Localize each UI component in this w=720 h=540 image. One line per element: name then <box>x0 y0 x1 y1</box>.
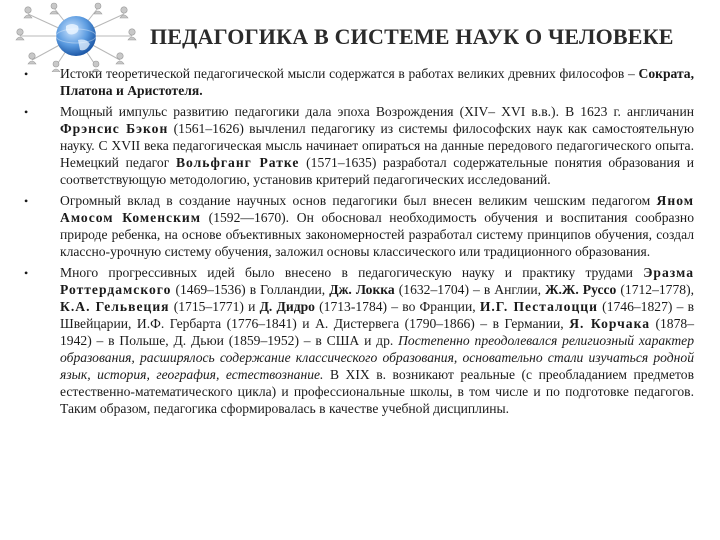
text-run: (1561–1626) вычленил педагогику из системы философских наук как самостоятельную науку. С XVII века педагогическая мысль начинает опираться на данные передового педагогического опыта. Немецкий педагог <box>60 121 694 171</box>
emphasis-text: Я. Корчака <box>569 316 650 332</box>
text-run: (1632–1704) – в Англии, <box>394 282 546 298</box>
bullet-marker: • <box>24 194 29 209</box>
bullet-text <box>60 193 694 259</box>
emphasis-text: Яном Амосом Коменским <box>60 193 694 226</box>
text-run: (1746–1827) – в Швейцарии, И.Ф. Гербарта (1776–1841) и А. Дистервега (1790–1866) – в Германии, <box>60 299 694 332</box>
text-run: (1592—1670). Он обосновал необходимость обучения и воспитания сообразно природе ребенка, на основе объективных закономерностей разработал систему принципов обучения, создал классно-урочную систему обучения, заложил основы классического или традиционного образования. <box>60 210 694 260</box>
text-run: (1712–1778), <box>616 282 694 298</box>
bullet-list <box>18 66 694 422</box>
text-run: (1713-1784) – во Франции, <box>314 299 480 315</box>
emphasis-text: Вольфганг Ратке <box>175 155 300 171</box>
text-run: (1878–1942) – в Польше, Д. Дьюи (1859–1952) – в США и др. <box>60 316 694 349</box>
text-run: Много прогрессивных идей было внесено в педагогическую науку и практику трудами <box>60 265 644 281</box>
bullet-marker: • <box>24 67 29 81</box>
text-run: Истоки теоретической педагогической мысли содержатся в работах великих древних философов – <box>60 66 639 81</box>
page-title: ПЕДАГОГИКА В СИСТЕМЕ НАУК О ЧЕЛОВЕКЕ <box>150 24 674 49</box>
bullet-text <box>60 66 694 98</box>
text-run: (1571–1635) разработал содержательные понятия образования и соответствующую методологию, установив критерий педагогических исследований. <box>60 155 695 187</box>
emphasis-text: И.Г. Песталоцци <box>479 299 598 315</box>
emphasis-text: Эразма Роттердамского <box>60 265 694 298</box>
emphasis-text: Дж. Локка <box>329 282 395 298</box>
bullet-text <box>60 104 694 187</box>
emphasis-text: Фрэнсис Бэкон <box>60 121 169 137</box>
globe-network-people-icon <box>6 2 146 72</box>
bullet-item <box>18 104 694 189</box>
emphasis-text: К.А. Гельвеция <box>60 299 170 315</box>
emphasis-text: Сократа, Платона и Аристотеля. <box>60 66 694 98</box>
emphasis-text: Ж.Ж. Руссо <box>545 282 617 298</box>
emphasis-text: Д. Дидро <box>259 299 315 315</box>
bullet-text <box>60 265 694 415</box>
globe-network-logo <box>6 2 146 72</box>
text-run: (1715–1771) и <box>169 299 260 315</box>
bullet-item <box>18 66 694 100</box>
text-run: Огромный вклад в создание научных основ педагогики был внесен великим чешским педагогом <box>60 193 657 209</box>
text-run: В XIX в. возникают реальные (с преобладанием предметов естественно-математического цикла) и профессиональные школы, в том числе и по подготовке педагогов. Таким образом, педагогика сформировалась в качестве учебной дисциплины. <box>60 366 694 416</box>
text-run: (1469–1536) в Голландии, <box>171 282 330 298</box>
bullet-marker: • <box>24 266 29 281</box>
text-run: Мощный импульс развитию педагогики дала эпоха Возрождения (XIV– XVI в.в.). В 1623 г. англичанин <box>60 104 694 120</box>
bullet-item <box>18 193 694 261</box>
bullet-item <box>18 265 694 417</box>
emphasis-text: Постепенно преодолевался религиозный характер образования, расширялось содержание классического образования, основательно стали изучаться родной язык, история, география, естествознание. <box>60 333 694 382</box>
bullet-marker: • <box>24 105 29 120</box>
